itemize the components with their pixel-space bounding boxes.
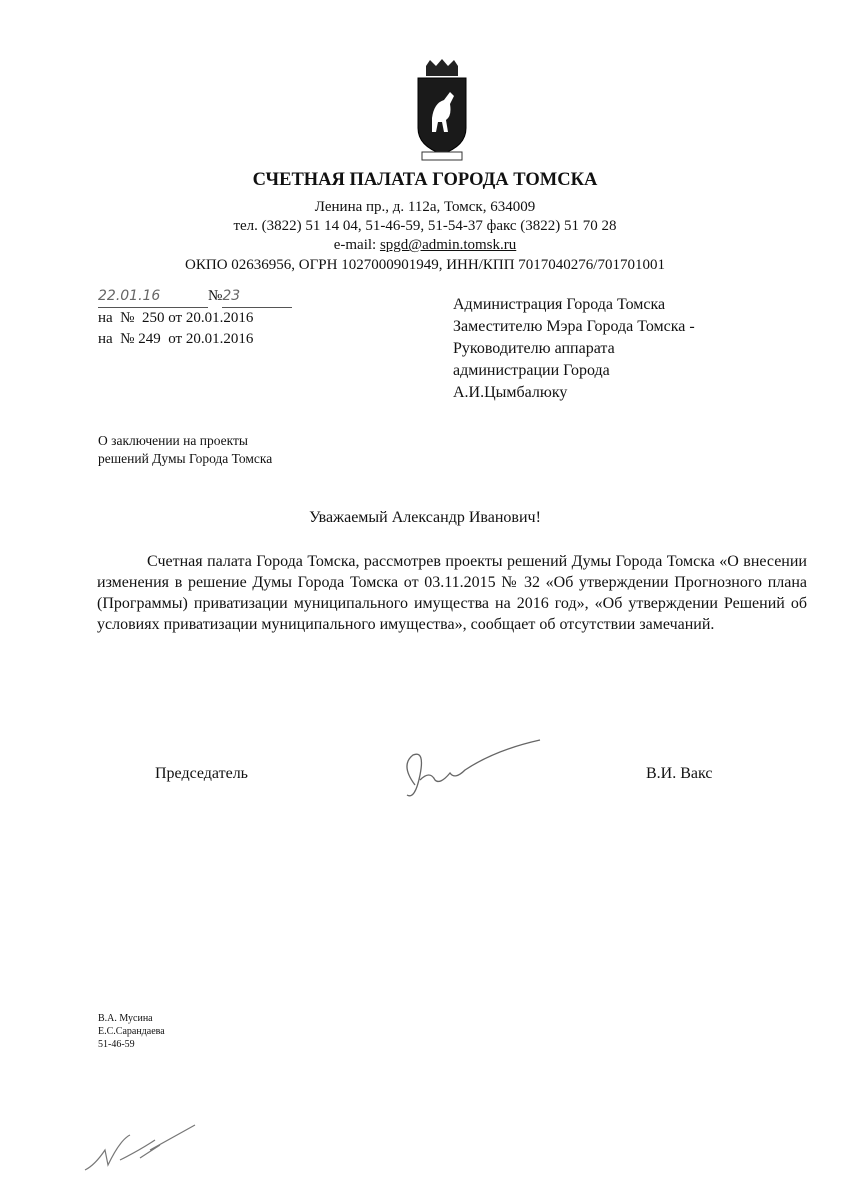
incoming-ref-line: на № 249 от 20.01.2016 xyxy=(98,331,254,347)
executor-block xyxy=(98,1012,165,1051)
org-name: СЧЕТНАЯ ПАЛАТА ГОРОДА ТОМСКА xyxy=(252,170,598,190)
outgoing-number-line xyxy=(98,286,292,308)
handwritten-date: 22.01.16 xyxy=(98,286,208,308)
recipient-line: Заместителю Мэра Города Томска - xyxy=(453,318,695,335)
city-emblem-icon xyxy=(412,58,472,162)
number-label: № xyxy=(208,288,223,304)
org-email-line xyxy=(0,237,850,254)
subject-line: О заключении на проекты xyxy=(98,433,248,448)
executor-line: Е.С.Сарандаева xyxy=(98,1026,165,1037)
signer-name: В.И. Вакс xyxy=(646,765,713,782)
signer-position: Председатель xyxy=(155,765,248,782)
subject-block xyxy=(98,432,272,468)
email-label: e-mail: xyxy=(333,237,380,253)
incoming-ref-line: на № 250 от 20.01.2016 xyxy=(98,310,254,326)
handwritten-initials-icon xyxy=(80,1120,200,1180)
greeting: Уважаемый Александр Иванович! xyxy=(309,509,541,526)
recipient-line: А.И.Цымбалюку xyxy=(453,384,568,401)
org-phones: тел. (3822) 51 14 04, 51-46-59, 51-54-37 факс (3822) 51 70 28 xyxy=(233,218,617,234)
recipient-line: администрации Города xyxy=(453,362,610,379)
org-address: Ленина пр., д. 112а, Томск, 634009 xyxy=(314,199,536,215)
executor-phone: 51-46-59 xyxy=(98,1039,135,1050)
handwritten-signature-icon xyxy=(395,735,545,810)
email-link[interactable]: spgd@admin.tomsk.ru xyxy=(379,237,517,253)
body-paragraph: Счетная палата Города Томска, рассмотрев проекты решений Думы Города Томска «О внесении изменения в решение Думы Города Томска от 03.11.2015 № 32 «Об утверждении Прогнозного плана (Программы) приватизации муниципального имущества на 2016 год», «Об утверждении Решений об условиях приватизации муниципального имущества», сообщает об отсутствии замечаний. xyxy=(97,553,807,633)
recipient-line: Администрация Города Томска xyxy=(453,296,666,313)
reference-block xyxy=(98,286,292,350)
subject-line: решений Думы Города Томска xyxy=(98,451,273,466)
org-registry: ОКПО 02636956, ОГРН 1027000901949, ИНН/КПП 7017040276/701701001 xyxy=(185,257,665,273)
executor-line: В.А. Мусина xyxy=(98,1013,153,1024)
handwritten-number: 23 xyxy=(222,286,292,308)
recipient-block xyxy=(453,294,695,404)
recipient-line: Руководителю аппарата xyxy=(453,340,615,357)
